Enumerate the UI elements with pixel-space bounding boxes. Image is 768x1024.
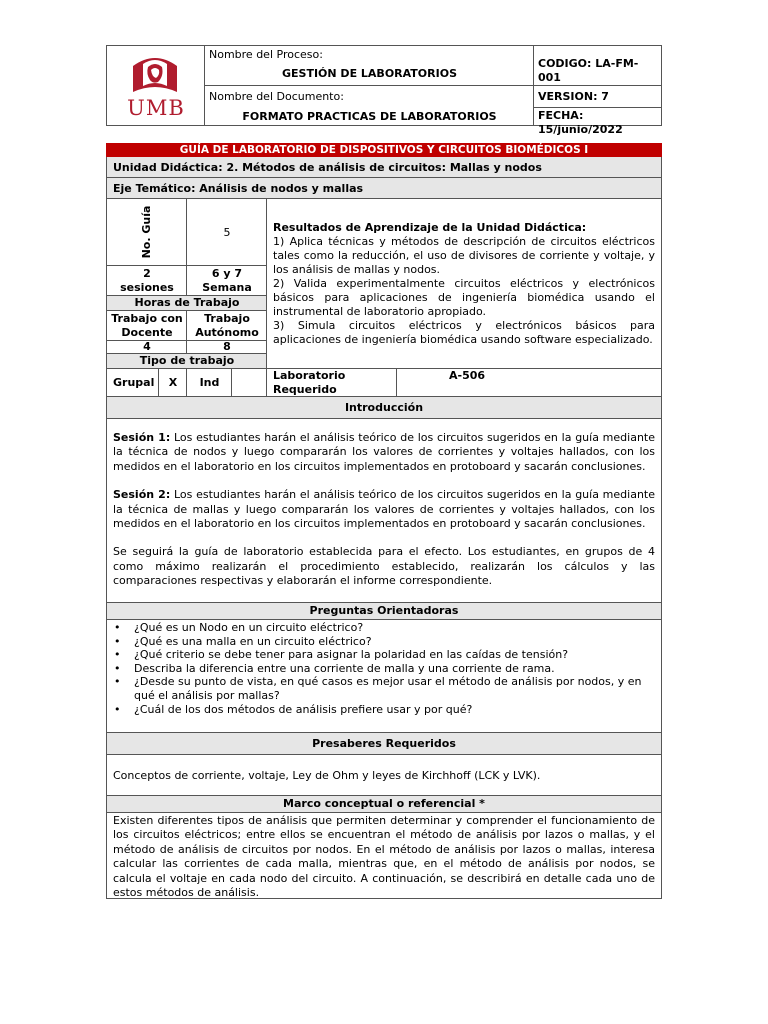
marco-header <box>107 796 661 813</box>
sesiones-label: sesiones <box>120 281 174 294</box>
trabajo-autonomo-value: 8 <box>223 340 231 353</box>
list-item: • ¿Qué es un Nodo en un circuito eléctrico? <box>107 621 657 635</box>
trabajo-autonomo-label: Trabajo Autónomo <box>195 312 259 339</box>
version-value: VERSION: 7 <box>538 90 609 103</box>
no-guia-value: 5 <box>223 226 231 239</box>
preguntas-header <box>107 603 661 620</box>
sesion1-paragraph <box>113 431 655 474</box>
semana-label: Semana <box>202 281 252 294</box>
proceso-label: Nombre del Proceso: <box>209 48 323 61</box>
preguntas-list <box>107 621 657 716</box>
documento-cell <box>205 86 534 125</box>
grupal-mark-cell <box>159 369 187 397</box>
grupal-cell <box>107 369 159 397</box>
sesiones-cell <box>107 266 187 296</box>
list-item: • ¿Qué es una malla en un circuito eléctrico? <box>107 635 657 649</box>
introduccion-header <box>107 397 661 419</box>
laboratorio-label: Laboratorio Requerido <box>273 369 346 396</box>
ind-cell <box>187 369 232 397</box>
introduccion-text-block <box>113 431 655 589</box>
intro-paragraph-3: Se seguirá la guía de laboratorio establecida para el efecto. Los estudiantes, en grupos de 4 como máximo realizarán el procedimiento establecido, realizarán los cálculos y las comparaciones respectivas y elaborarán el informe correspondiente. <box>113 545 655 588</box>
guide-title-bar <box>106 143 662 157</box>
preguntas-body <box>107 620 661 733</box>
resultado-2: 2) Valida experimentalmente circuitos eléctricos y electrónicos básicos para aplicaciones de ingeniería biomédica usando el instrumental de laboratorio apropiado. <box>273 277 655 318</box>
unidad-text: Unidad Didáctica: 2. Métodos de análisis de circuitos: Mallas y nodos <box>113 161 542 174</box>
sesion2-label: Sesión 2: <box>113 488 171 502</box>
documento-value: FORMATO PRACTICAS DE LABORATORIOS <box>242 110 497 123</box>
tipo-cell <box>107 354 267 369</box>
unidad-row <box>107 157 661 178</box>
presaberes-title: Presaberes Requeridos <box>312 737 456 750</box>
trabajo-autonomo-value-cell <box>187 341 267 354</box>
documento-label: Nombre del Documento: <box>209 90 344 103</box>
sesion2-text: Los estudiantes harán el análisis teórico de los circuitos sugeridos en la guía mediante la técnica de mallas y luego compararán los valores de corrientes y voltajes hallados, con los medidos en el laboratorio en los circuitos implementados en protoboard y sacarán conclusiones. <box>113 488 655 531</box>
resultados-cell <box>267 199 661 369</box>
trabajo-docente-cell <box>107 311 187 341</box>
sesiones-value: 2 <box>143 267 151 280</box>
no-guia-value-cell <box>187 199 267 266</box>
grupal-label: Grupal <box>113 376 155 389</box>
resultado-1: 1) Aplica técnicas y métodos de descripción de circuitos eléctricos tales como la reducción, el uso de divisores de corriente y voltaje, y los análisis de mallas y nodos. <box>273 235 655 276</box>
header-table <box>106 45 662 136</box>
tipo-label: Tipo de trabajo <box>139 354 235 367</box>
guide-table <box>106 143 662 899</box>
umb-logo-icon <box>127 52 183 96</box>
resultados-block <box>273 221 655 347</box>
resultado-3: 3) Simula circuitos eléctricos y electrónicos básicos para aplicaciones de ingeniería biomédica usando software especializado. <box>273 319 655 346</box>
eje-text: Eje Temático: Análisis de nodos y mallas <box>113 182 364 195</box>
horas-label: Horas de Trabajo <box>134 296 240 309</box>
presaberes-text: Conceptos de corriente, voltaje, Ley de Ohm y leyes de Kirchhoff (LCK y LVK). <box>113 769 541 782</box>
codigo-cell <box>534 46 661 86</box>
fecha-cell <box>534 108 661 136</box>
introduccion-body <box>107 419 661 603</box>
no-guia-label: No. Guía <box>140 205 153 259</box>
introduccion-title: Introducción <box>344 401 424 414</box>
horas-cell <box>107 296 267 311</box>
laboratorio-label-cell <box>267 369 397 397</box>
proceso-value: GESTIÓN DE LABORATORIOS <box>281 67 457 80</box>
sesion1-text: Los estudiantes harán el análisis teórico de los circuitos sugeridos en la guía mediante la técnica de nodos y luego compararán los valores de corrientes y voltajes hallados, con los medidos en el laboratorio en los circuitos implementados en protoboard y sacarán conclusiones. <box>113 431 655 473</box>
logo-text: UMB <box>127 96 185 120</box>
version-cell <box>534 86 661 108</box>
guide-title: GUÍA DE LABORATORIO DE DISPOSITIVOS Y CIRCUITOS BIOMÉDICOS I <box>179 144 589 156</box>
laboratorio-value-cell <box>397 369 661 397</box>
logo-cell <box>107 46 205 125</box>
list-item: • ¿Cuál de los dos métodos de análisis prefiere usar y por qué? <box>107 703 657 717</box>
sesion1-label: Sesión 1: <box>113 431 171 444</box>
marco-body <box>107 813 661 898</box>
grupal-mark: X <box>168 376 178 389</box>
sesion2-paragraph <box>113 488 655 531</box>
presaberes-header <box>107 733 661 755</box>
ind-mark-cell <box>232 369 267 397</box>
proceso-cell <box>205 46 534 86</box>
trabajo-autonomo-cell <box>187 311 267 341</box>
ind-label: Ind <box>199 376 220 389</box>
trabajo-docente-label: Trabajo con Docente <box>111 312 183 339</box>
fecha-value: FECHA: 15/junio/2022 <box>538 109 623 136</box>
semana-value: 6 y 7 <box>211 267 243 280</box>
list-item: • ¿Desde su punto de vista, en qué casos es mejor usar el método de análisis por nodos, y en qué el análisis por mallas? <box>107 675 657 702</box>
semana-cell <box>187 266 267 296</box>
list-item: • ¿Qué criterio se debe tener para asignar la polaridad en las caídas de tensión? <box>107 648 657 662</box>
no-guia-label-cell <box>107 199 187 266</box>
trabajo-docente-value: 4 <box>143 340 151 353</box>
list-item: • Describa la diferencia entre una corriente de malla y una corriente de rama. <box>107 662 657 676</box>
marco-text: Existen diferentes tipos de análisis que permiten determinar y comprender el funcionamiento de los circuitos eléctricos; entre ellos se encuentran el método de análisis por lazos o mallas, y el método de análisis de circuitos por nodos. En el método de análisis por lazos o mallas, interesa calcular las corrientes de cada malla, mientras que, en el método de análisis por nodos, se calcula el voltaje en cada nodo del circuito. A continuación, se describirá en detalle cada uno de estos métodos de análisis. <box>113 814 655 900</box>
resultados-title: Resultados de Aprendizaje de la Unidad Didáctica: <box>273 221 587 234</box>
preguntas-title: Preguntas Orientadoras <box>309 604 459 617</box>
marco-title: Marco conceptual o referencial * <box>283 797 485 810</box>
codigo-value: CODIGO: LA-FM-001 <box>538 57 639 84</box>
laboratorio-value: A-506 <box>449 369 486 382</box>
eje-row <box>107 178 661 199</box>
trabajo-docente-value-cell <box>107 341 187 354</box>
presaberes-body <box>107 755 661 796</box>
